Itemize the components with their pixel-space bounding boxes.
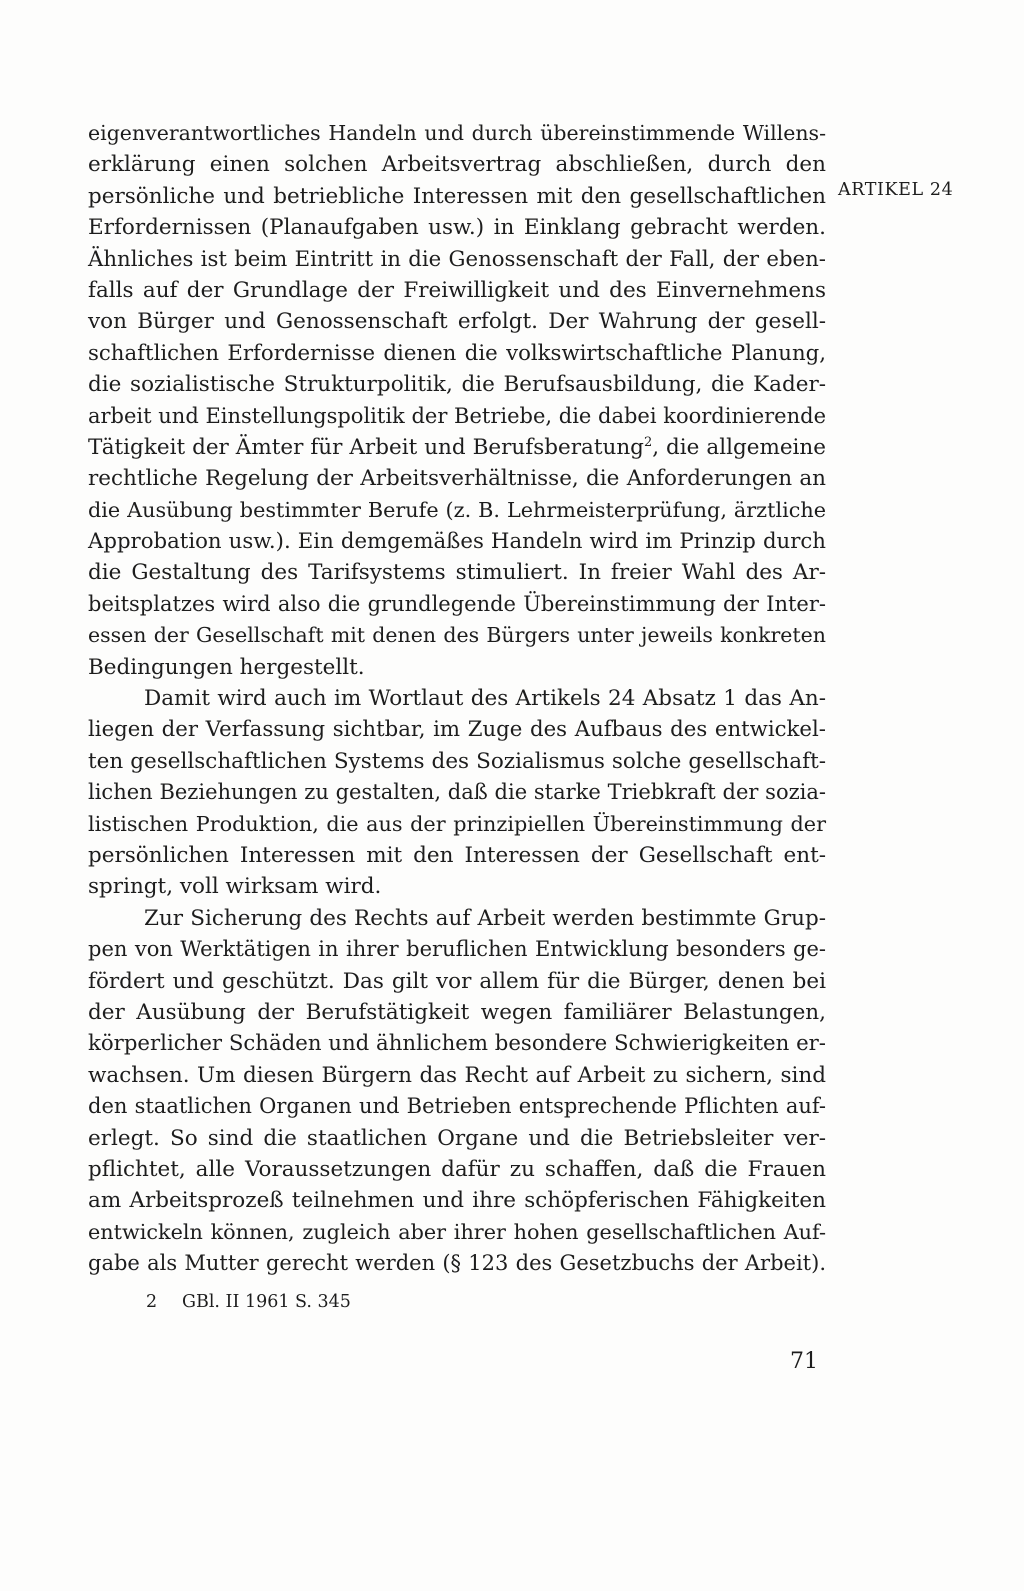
text-line: von Bürger und Genossenschaft erfolgt. Der Wahrung der gesell- [88,309,826,335]
text-line: die sozialistische Strukturpolitik, die Berufsausbildung, die Kader- [88,372,826,398]
text-line: listischen Produktion, die aus der prinzipiellen Übereinstimmung der [88,811,826,836]
text-line: erklärung einen solchen Arbeitsvertrag abschließen, durch den [88,152,826,178]
text-line: persönlichen Interessen mit den Interessen der Gesellschaft ent- [88,842,826,868]
text-line-with-footnote [88,432,826,463]
text-line: am Arbeitsprozeß teilnehmen und ihre schöpferischen Fähigkeiten [88,1188,826,1214]
text-segment: , die allgemeine [652,434,827,460]
text-line: fördert und geschützt. Das gilt vor allem für die Bürger, denen bei [88,968,826,994]
text-line: Approbation usw.). Ein demgemäßes Handeln wird im Prinzip durch [88,529,826,555]
text-line: pen von Werktätigen in ihrer beruflichen Entwicklung besonders ge- [88,937,826,962]
text-line: pflichtet, alle Voraussetzungen dafür zu schaffen, daß die Frauen [88,1156,826,1182]
page-number: 71 [790,1349,818,1374]
text-line: der Ausübung der Berufstätigkeit wegen familiärer Belastungen, [88,999,826,1025]
text-line: essen der Gesellschaft mit denen des Bürgers unter jeweils konkreten [88,623,826,648]
body-text [88,118,826,1279]
footnote-text: GBl. II 1961 S. 345 [182,1292,351,1312]
text-line: beitsplatzes wird also die grundlegende Übereinstimmung der Inter- [88,591,826,616]
text-line: den staatlichen Organen und Betrieben entsprechende Pflichten auf- [88,1094,826,1119]
text-line: rechtliche Regelung der Arbeitsverhältnisse, die Anforderungen an [88,466,826,492]
footnote-number: 2 [146,1292,158,1312]
text-line: die Gestaltung des Tarifsystems stimuliert. In freier Wahl des Ar- [88,560,826,586]
text-line: ten gesellschaftlichen Systems des Sozialismus solche gesellschaft- [88,748,826,774]
text-line: eigenverantwortliches Handeln und durch übereinstimmende Willens- [88,121,826,145]
text-line: falls auf der Grundlage der Freiwilligkeit und des Einvernehmens [88,277,826,303]
text-line: körperlicher Schäden und ähnlichem besondere Schwierigkeiten er- [88,1031,826,1057]
text-line: Erfordernissen (Planaufgaben usw.) in Einklang gebracht werden. [88,215,826,241]
text-line: wachsen. Um diesen Bürgern das Recht auf Arbeit zu sichern, sind [88,1062,826,1088]
text-line: persönliche und betriebliche Interessen mit den gesellschaftlichen [88,183,826,209]
text-line: erlegt. So sind die staatlichen Organe und die Betriebsleiter ver- [88,1125,826,1151]
text-line: liegen der Verfassung sichtbar, im Zuge des Aufbaus des entwickel- [88,717,826,743]
text-line: arbeit und Einstellungspolitik der Betriebe, die dabei koordinierende [88,403,826,428]
text-line: Zur Sicherung des Rechts auf Arbeit werden bestimmte Grup- [144,905,826,931]
text-segment: Tätigkeit der Ämter für Arbeit und Berufsberatung [88,434,644,460]
footnote-reference: 2 [643,434,653,450]
text-line: Ähnliches ist beim Eintritt in die Genossenschaft der Fall, der eben- [88,246,826,272]
text-line: Damit wird auch im Wortlaut des Artikels 24 Absatz 1 das An- [144,686,826,712]
text-line: schaftlichen Erfordernisse dienen die volkswirtschaftliche Planung, [88,340,826,366]
text-line: die Ausübung bestimmter Berufe (z. B. Lehrmeisterprüfung, ärztliche [88,497,826,522]
footnote [146,1289,351,1315]
paragraph-1 [88,118,826,683]
article-margin-label: ARTIKEL 24 [838,180,954,200]
text-line: lichen Beziehungen zu gestalten, daß die starke Triebkraft der sozia- [88,780,826,805]
text-line: entwickeln können, zugleich aber ihrer hohen gesellschaftlichen Auf- [88,1219,826,1244]
paragraph-2 [88,683,826,903]
paragraph-3 [88,903,826,1280]
text-line: Bedingungen hergestellt. [88,654,365,680]
text-line: springt, voll wirksam wird. [88,874,382,900]
text-line: gabe als Mutter gerecht werden (§ 123 des Gesetzbuchs der Arbeit). [88,1251,826,1276]
